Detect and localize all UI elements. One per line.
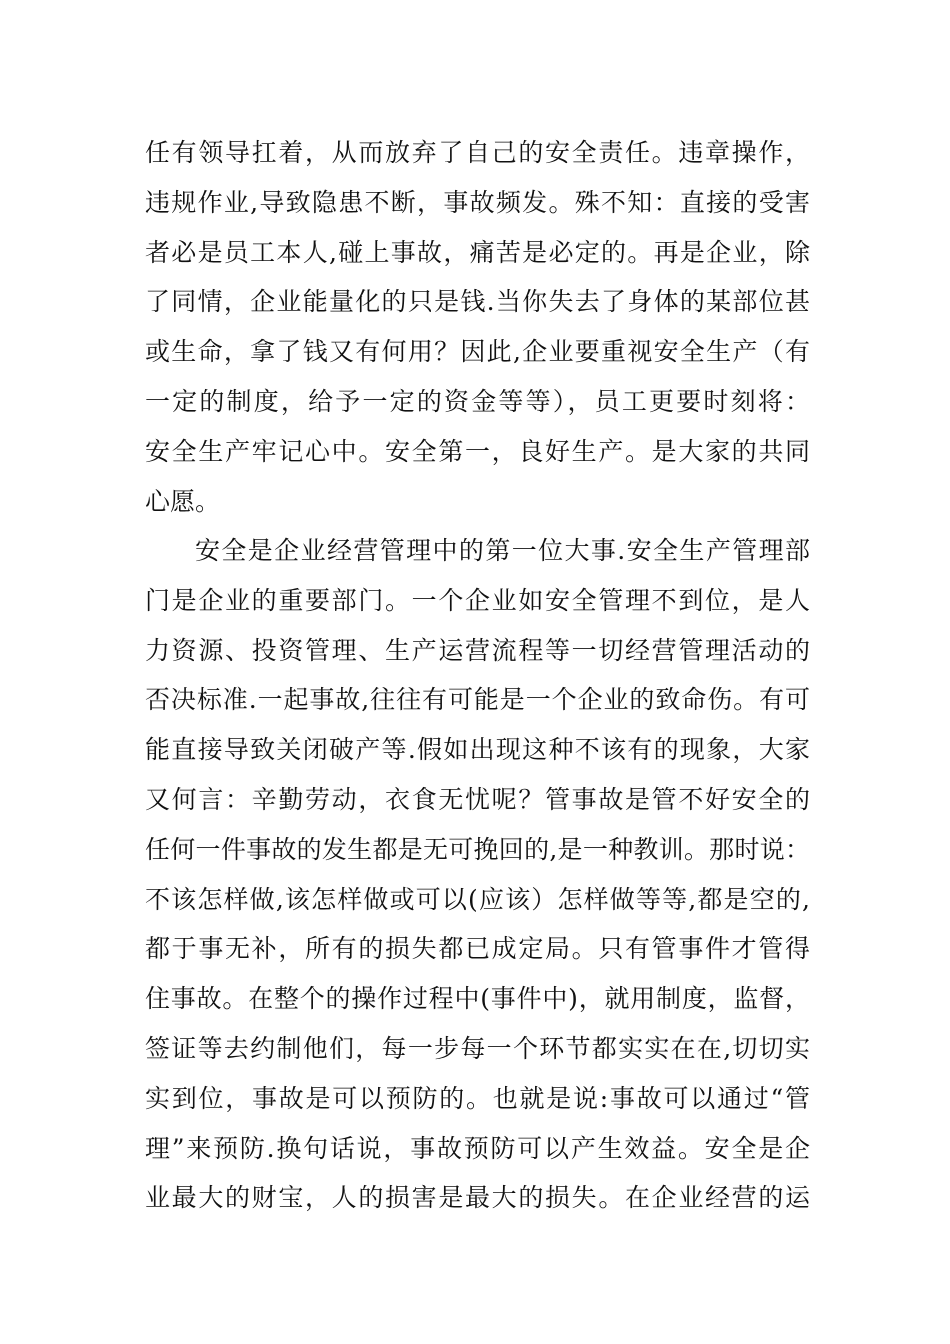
paragraph-2 <box>145 526 810 1223</box>
text-line: 不该怎样做,该怎样做或可以(应该）怎样做等等,都是空的, <box>145 884 810 914</box>
text-line: 业最大的财宝，人的损害是最大的损失。在企业经营的运 <box>145 1183 810 1213</box>
text-line: 了同情，企业能量化的只是钱.当你失去了身体的某部位甚 <box>145 287 810 317</box>
text-line: 住事故。在整个的操作过程中(事件中)，就用制度，监督， <box>145 984 810 1014</box>
text-line: 理”来预防.换句话说，事故预防可以产生效益。安全是企 <box>145 1133 810 1163</box>
text-line: 能直接导致关闭破产等.假如出现这种不该有的现象，大家 <box>145 735 810 765</box>
paragraph-1 <box>145 128 810 526</box>
text-line: 一定的制度，给予一定的资金等等），员工更要时刻将： <box>145 386 810 416</box>
text-line: 或生命，拿了钱又有何用？因此,企业要重视安全生产（有 <box>145 337 810 367</box>
text-line: 门是企业的重要部门。一个企业如安全管理不到位，是人 <box>145 585 810 615</box>
text-line: 违规作业,导致隐患不断，事故频发。殊不知：直接的受害 <box>145 187 810 217</box>
text-line: 安全生产牢记心中。安全第一，良好生产。是大家的共同 <box>145 436 810 466</box>
text-line: 实到位，事故是可以预防的。也就是说:事故可以通过“管 <box>145 1083 810 1113</box>
text-line: 力资源、投资管理、生产运营流程等一切经营管理活动的 <box>145 635 810 665</box>
text-line: 者必是员工本人,碰上事故，痛苦是必定的。再是企业，除 <box>145 237 810 267</box>
text-line: 都于事无补，所有的损失都已成定局。只有管事件才管得 <box>145 934 810 964</box>
text-line-indented: 安全是企业经营管理中的第一位大事.安全生产管理部 <box>195 536 810 565</box>
text-line: 签证等去约制他们，每一步每一个环节都实实在在,切切实 <box>145 1033 810 1063</box>
text-line: 任有领导扛着，从而放弃了自己的安全责任。违章操作， <box>145 138 810 167</box>
text-line: 任何一件事故的发生都是无可挽回的,是一种教训。那时说： <box>145 834 810 864</box>
text-line: 心愿。 <box>145 486 221 516</box>
text-line: 否决标准.一起事故,往往有可能是一个企业的致命伤。有可 <box>145 685 810 715</box>
text-line: 又何言：辛勤劳动，衣食无忧呢？管事故是管不好安全的 <box>145 784 810 814</box>
